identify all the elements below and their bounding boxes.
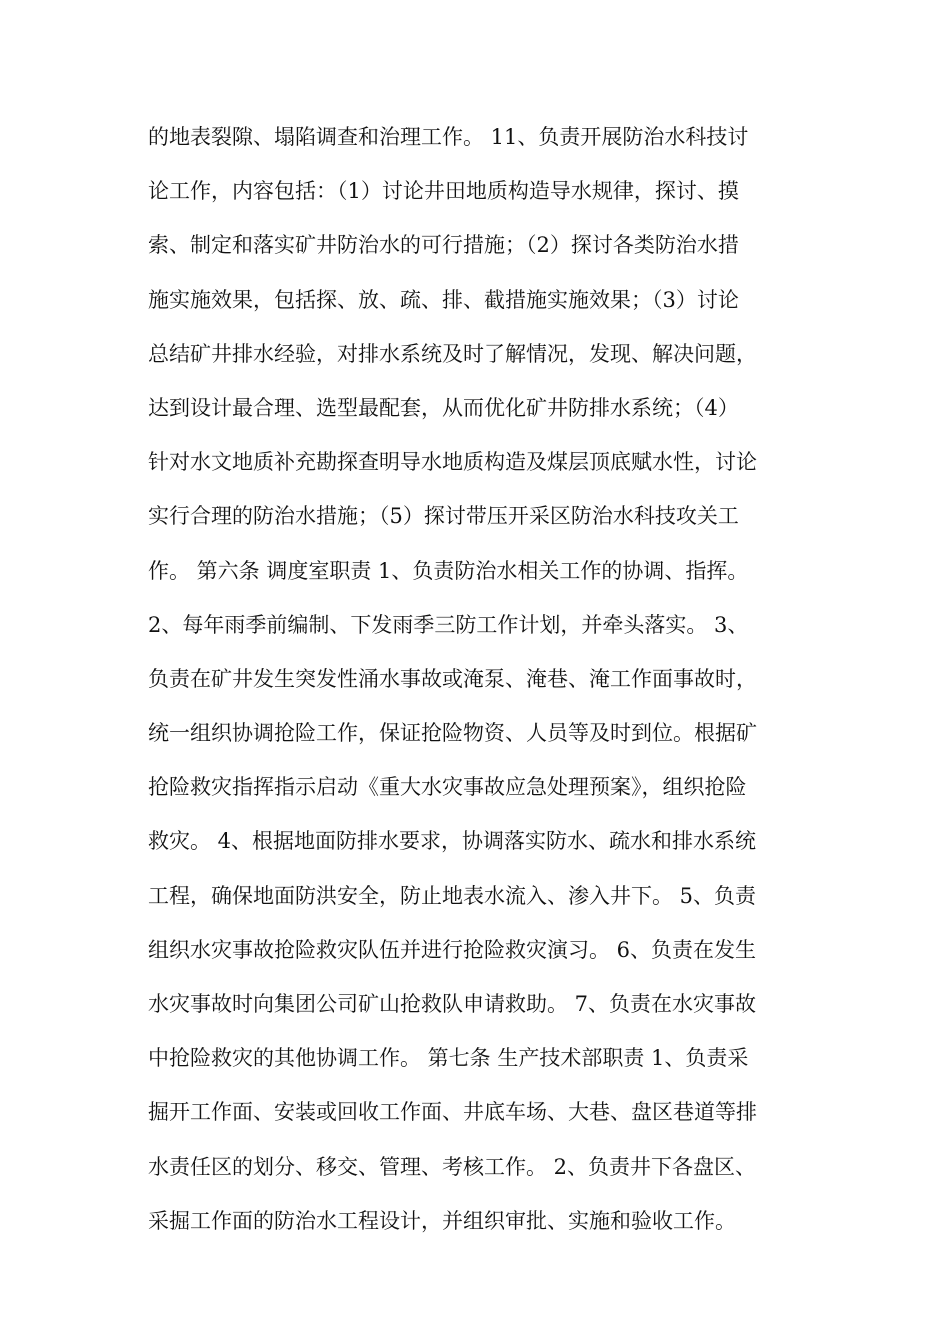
text-line: 组织水灾事故抢险救灾队伍并进行抢险救灾演习。 6、负责在发生: [148, 937, 757, 962]
text-line: 抢险救灾指挥指示启动《重大水灾事故应急处理预案》，组织抢险: [148, 775, 747, 800]
text-line: 论工作，内容包括：（1）讨论井田地质构造导水规律，探讨、摸: [148, 179, 739, 204]
text-line: 采掘工作面的防治水工程设计，并组织审批、实施和验收工作。: [148, 1208, 736, 1233]
text-line: 针对水文地质补充勘探查明导水地质构造及煤层顶底赋水性，讨论: [148, 450, 757, 475]
text-line: 水责任区的划分、移交、管理、考核工作。 2、负责井下各盘区、: [148, 1154, 757, 1179]
text-line: 救灾。 4、根据地面防排水要求，协调落实防水、疏水和排水系统: [148, 829, 757, 854]
text-line: 总结矿井排水经验，对排水系统及时了解情况，发现、解决问题，: [148, 341, 757, 366]
body-text: [148, 116, 808, 1254]
text-line: 索、制定和落实矿井防治水的可行措施；（2）探讨各类防治水措: [148, 233, 739, 258]
text-line: 负责在矿井发生突发性涌水事故或淹泵、淹巷、淹工作面事故时，: [148, 666, 757, 691]
text-line: 水灾事故时向集团公司矿山抢救队申请救助。 7、负责在水灾事故: [148, 992, 757, 1016]
text-line: 达到设计最合理、选型最配套，从而优化矿井防排水系统；（4）: [148, 395, 739, 420]
text-line: 工程，确保地面防洪安全，防止地表水流入、渗入井下。 5、负责: [148, 883, 757, 908]
text-line: 的地表裂隙、塌陷调查和治理工作。 11、负责开展防治水科技讨: [148, 125, 749, 149]
text-line: 掘开工作面、安装或回收工作面、井底车场、大巷、盘区巷道等排: [148, 1100, 757, 1125]
text-line: 统一组织协调抢险工作，保证抢险物资、人员等及时到位。根据矿: [148, 721, 757, 746]
text-line: 2、每年雨季前编制、下发雨季三防工作计划，并牵头落实。 3、: [148, 612, 749, 637]
text-line: 作。 第六条 调度室职责 1、负责防治水相关工作的协调、指挥。: [148, 558, 749, 583]
text-line: 中抢险救灾的其他协调工作。 第七条 生产技术部职责 1、负责采: [148, 1046, 749, 1071]
text-line: 实行合理的防治水措施；（5）探讨带压开采区防治水科技攻关工: [148, 504, 739, 529]
text-line: 施实施效果，包括探、放、疏、排、截措施实施效果；（3）讨论: [148, 287, 739, 312]
